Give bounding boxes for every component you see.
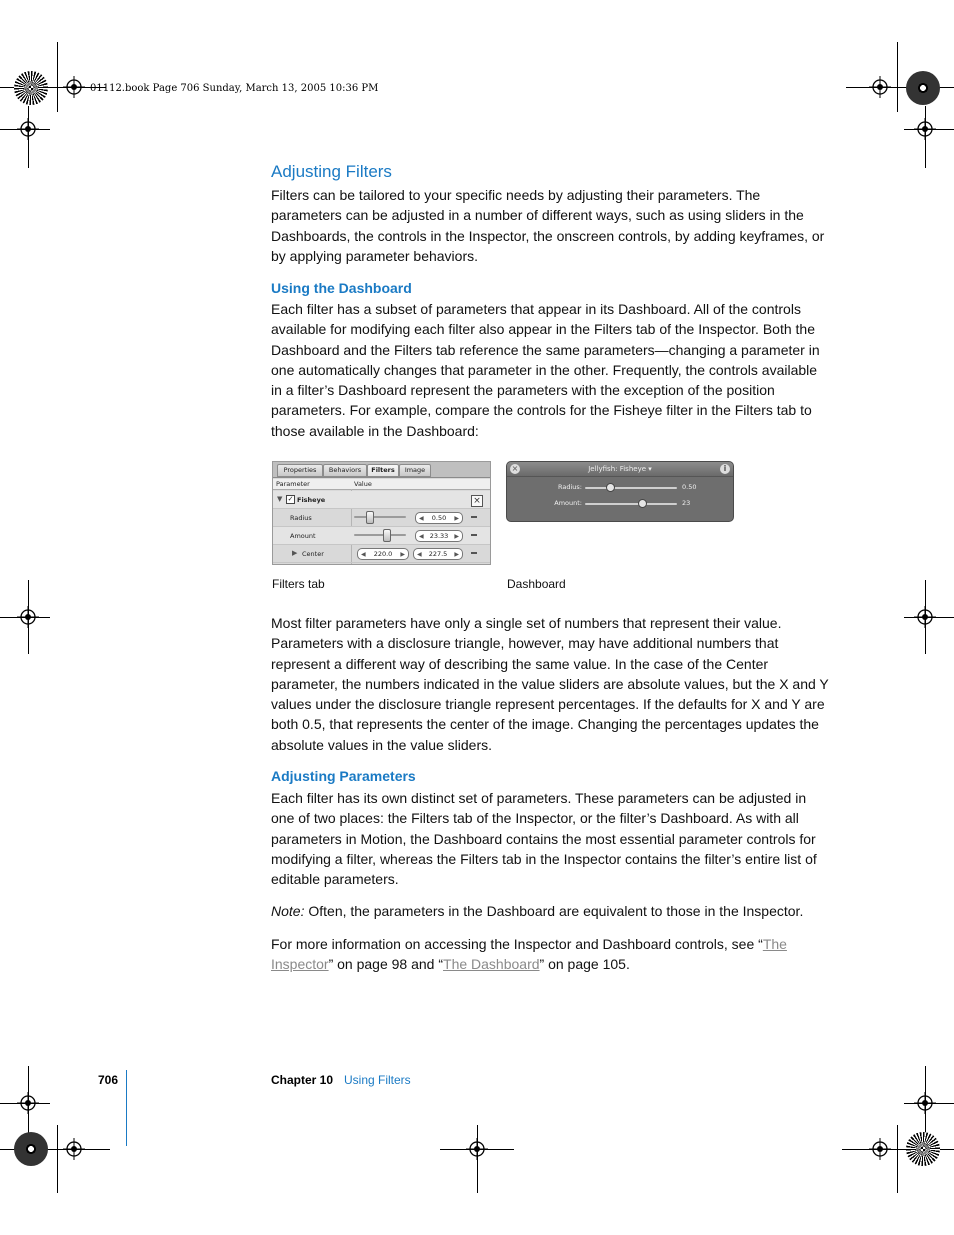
radius-slider-thumb[interactable] (366, 511, 374, 524)
registration-mark-icon (17, 606, 39, 628)
amount-value-field[interactable]: ◀ 23.33 ▶ (415, 530, 463, 542)
registration-mark-icon (63, 1138, 85, 1160)
close-icon[interactable]: × (511, 464, 519, 473)
note-label: Note: (271, 903, 305, 919)
dashboard-title[interactable]: Jellyfish: Fisheye ▾ (588, 465, 652, 473)
registration-mark-icon (914, 606, 936, 628)
param-row-amount (273, 527, 490, 545)
param-menu-icon[interactable] (471, 552, 477, 554)
starburst-target-icon (906, 71, 940, 105)
more-info-suffix: ” on page 105. (539, 956, 630, 973)
more-info-prefix: For more information on accessing the Inspector and Dashboard controls, see “ (271, 936, 763, 952)
print-slug: 01112.book Page 706 Sunday, March 13, 2005 10:36 PM (90, 83, 379, 94)
inspector-tab-bar (273, 462, 490, 478)
intro-paragraph: Filters can be tailored to your specific needs by adjusting their parameters. The parameters can be adjusted in a number of different ways, such as using sliders in the Dashboards, the controls in the Inspector, the onscreen controls, by adding keyframes, or by applying parameter behaviors. (271, 187, 825, 264)
registration-mark-icon (466, 1138, 488, 1160)
registration-mark-icon (63, 76, 85, 98)
more-info-mid: ” on page 98 and “ (328, 956, 444, 973)
center-y-value-field[interactable]: ◀ 227.5 ▶ (413, 548, 463, 560)
amount-slider-thumb[interactable] (383, 529, 391, 542)
filters-tab-caption: Filters tab (272, 577, 325, 591)
registration-mark-icon (869, 1138, 891, 1160)
dashboard-caption: Dashboard (507, 577, 566, 591)
disclosure-open-icon[interactable]: ▼ (277, 495, 283, 503)
inspector-column-header (273, 479, 490, 490)
center-x-value-field[interactable]: ◀ 220.0 ▶ (357, 548, 409, 560)
link-the-dashboard[interactable]: The Dashboard (443, 956, 540, 973)
param-menu-icon[interactable] (471, 516, 477, 518)
starburst-target-icon (906, 1132, 940, 1166)
note-paragraph (271, 901, 831, 921)
registration-mark-icon (914, 1092, 936, 1114)
link-the-inspector[interactable]: The Inspector (271, 936, 787, 973)
param-label: Radius (290, 514, 312, 522)
dashboard-amount-slider[interactable] (585, 503, 677, 505)
disclosure-closed-icon[interactable]: ▶ (292, 549, 298, 557)
page-number: 706 (98, 1073, 119, 1087)
dashboard-radius-thumb[interactable] (606, 483, 615, 492)
subheading-adjusting-parameters: Adjusting Parameters (271, 768, 416, 784)
tab-image[interactable]: Image (399, 464, 431, 477)
note-text: Often, the parameters in the Dashboard are equivalent to those in the Inspector. (304, 903, 804, 919)
registration-mark-icon (914, 118, 936, 140)
starburst-target-icon (14, 71, 48, 105)
dashboard-amount-label: Amount: (554, 499, 582, 507)
dashboard-title-bar (507, 462, 733, 477)
info-icon[interactable]: i (720, 464, 730, 474)
dashboard-radius-slider[interactable] (585, 487, 677, 489)
dashboard-amount-value: 23 (682, 499, 691, 507)
using-dashboard-paragraph: Each filter has a subset of parameters that appear in its Dashboard. All of the controls available for modifying each filter also appear in the Filters tab of the Inspector. Both the Dashboard and the Filters tab reference the same parameters—changing a parameter in one automatically changes that parameter in the other. Frequently, the controls available in a filter’s Dashboard represent the parameters with the exception of the position parameters. For example, compare the controls for the Fisheye filter in the Filters tab to those available in the Dashboard: (271, 301, 820, 439)
footer-chapter-title: Using Filters (344, 1073, 411, 1087)
dashboard-amount-thumb[interactable] (638, 499, 647, 508)
footer-chapter-label: Chapter 10 (271, 1073, 334, 1087)
param-menu-icon[interactable] (471, 534, 477, 536)
subheading-using-dashboard: Using the Dashboard (271, 280, 412, 296)
registration-mark-icon (17, 1092, 39, 1114)
radius-slider[interactable] (354, 516, 406, 518)
registration-mark-icon (869, 76, 891, 98)
tab-properties[interactable]: Properties (277, 464, 323, 477)
enable-checkbox[interactable]: ✓ (287, 495, 294, 503)
dashboard-radius-value: 0.50 (682, 483, 697, 491)
param-label: Amount (290, 532, 316, 540)
column-parameter: Parameter (276, 480, 310, 488)
starburst-target-icon (14, 1132, 48, 1166)
registration-mark-icon (17, 118, 39, 140)
tab-behaviors[interactable]: Behaviors (323, 464, 367, 477)
filters-tab-figure (272, 461, 491, 565)
remove-filter-icon[interactable]: × (471, 495, 483, 507)
radius-value-field[interactable]: ◀ 0.50 ▶ (415, 512, 463, 524)
param-label: Center (302, 550, 324, 558)
column-value: Value (354, 480, 372, 488)
filter-row-fisheye (273, 491, 490, 509)
after-figure-paragraph: Most filter parameters have only a single set of numbers that represent their value. Parameters with a disclosure triangle, however, may have additional numbers that represent a different way of describing the same value. In the case of the Center parameter, the numbers indicated in the value sliders are absolute values, but the X and Y values under the disclosure triangle represent percentages. If the defaults for X and Y are both 0.5, that represents the center of the image. Changing the percentages updates the absolute values in the value sliders. (271, 615, 829, 753)
param-row-center (273, 545, 490, 563)
dashboard-radius-label: Radius: (558, 483, 582, 491)
dashboard-figure (506, 461, 734, 522)
amount-slider[interactable] (354, 534, 406, 536)
adjusting-parameters-paragraph: Each filter has its own distinct set of parameters. These parameters can be adjusted in one of two places: the Filters tab of the Inspector, or the filter’s Dashboard. As with all parameters in Motion, the Dashboard contains the most essential parameter controls for modifying a filter, whereas the Filters tab in the Inspector contains the filter’s entire list of editable parameters. (271, 790, 817, 888)
tab-filters[interactable]: Filters (367, 464, 399, 477)
footer-rule (126, 1070, 127, 1146)
filter-name: Fisheye (297, 496, 326, 504)
param-row-radius (273, 509, 490, 527)
more-info-paragraph (271, 934, 831, 975)
section-title: Adjusting Filters (271, 162, 392, 181)
